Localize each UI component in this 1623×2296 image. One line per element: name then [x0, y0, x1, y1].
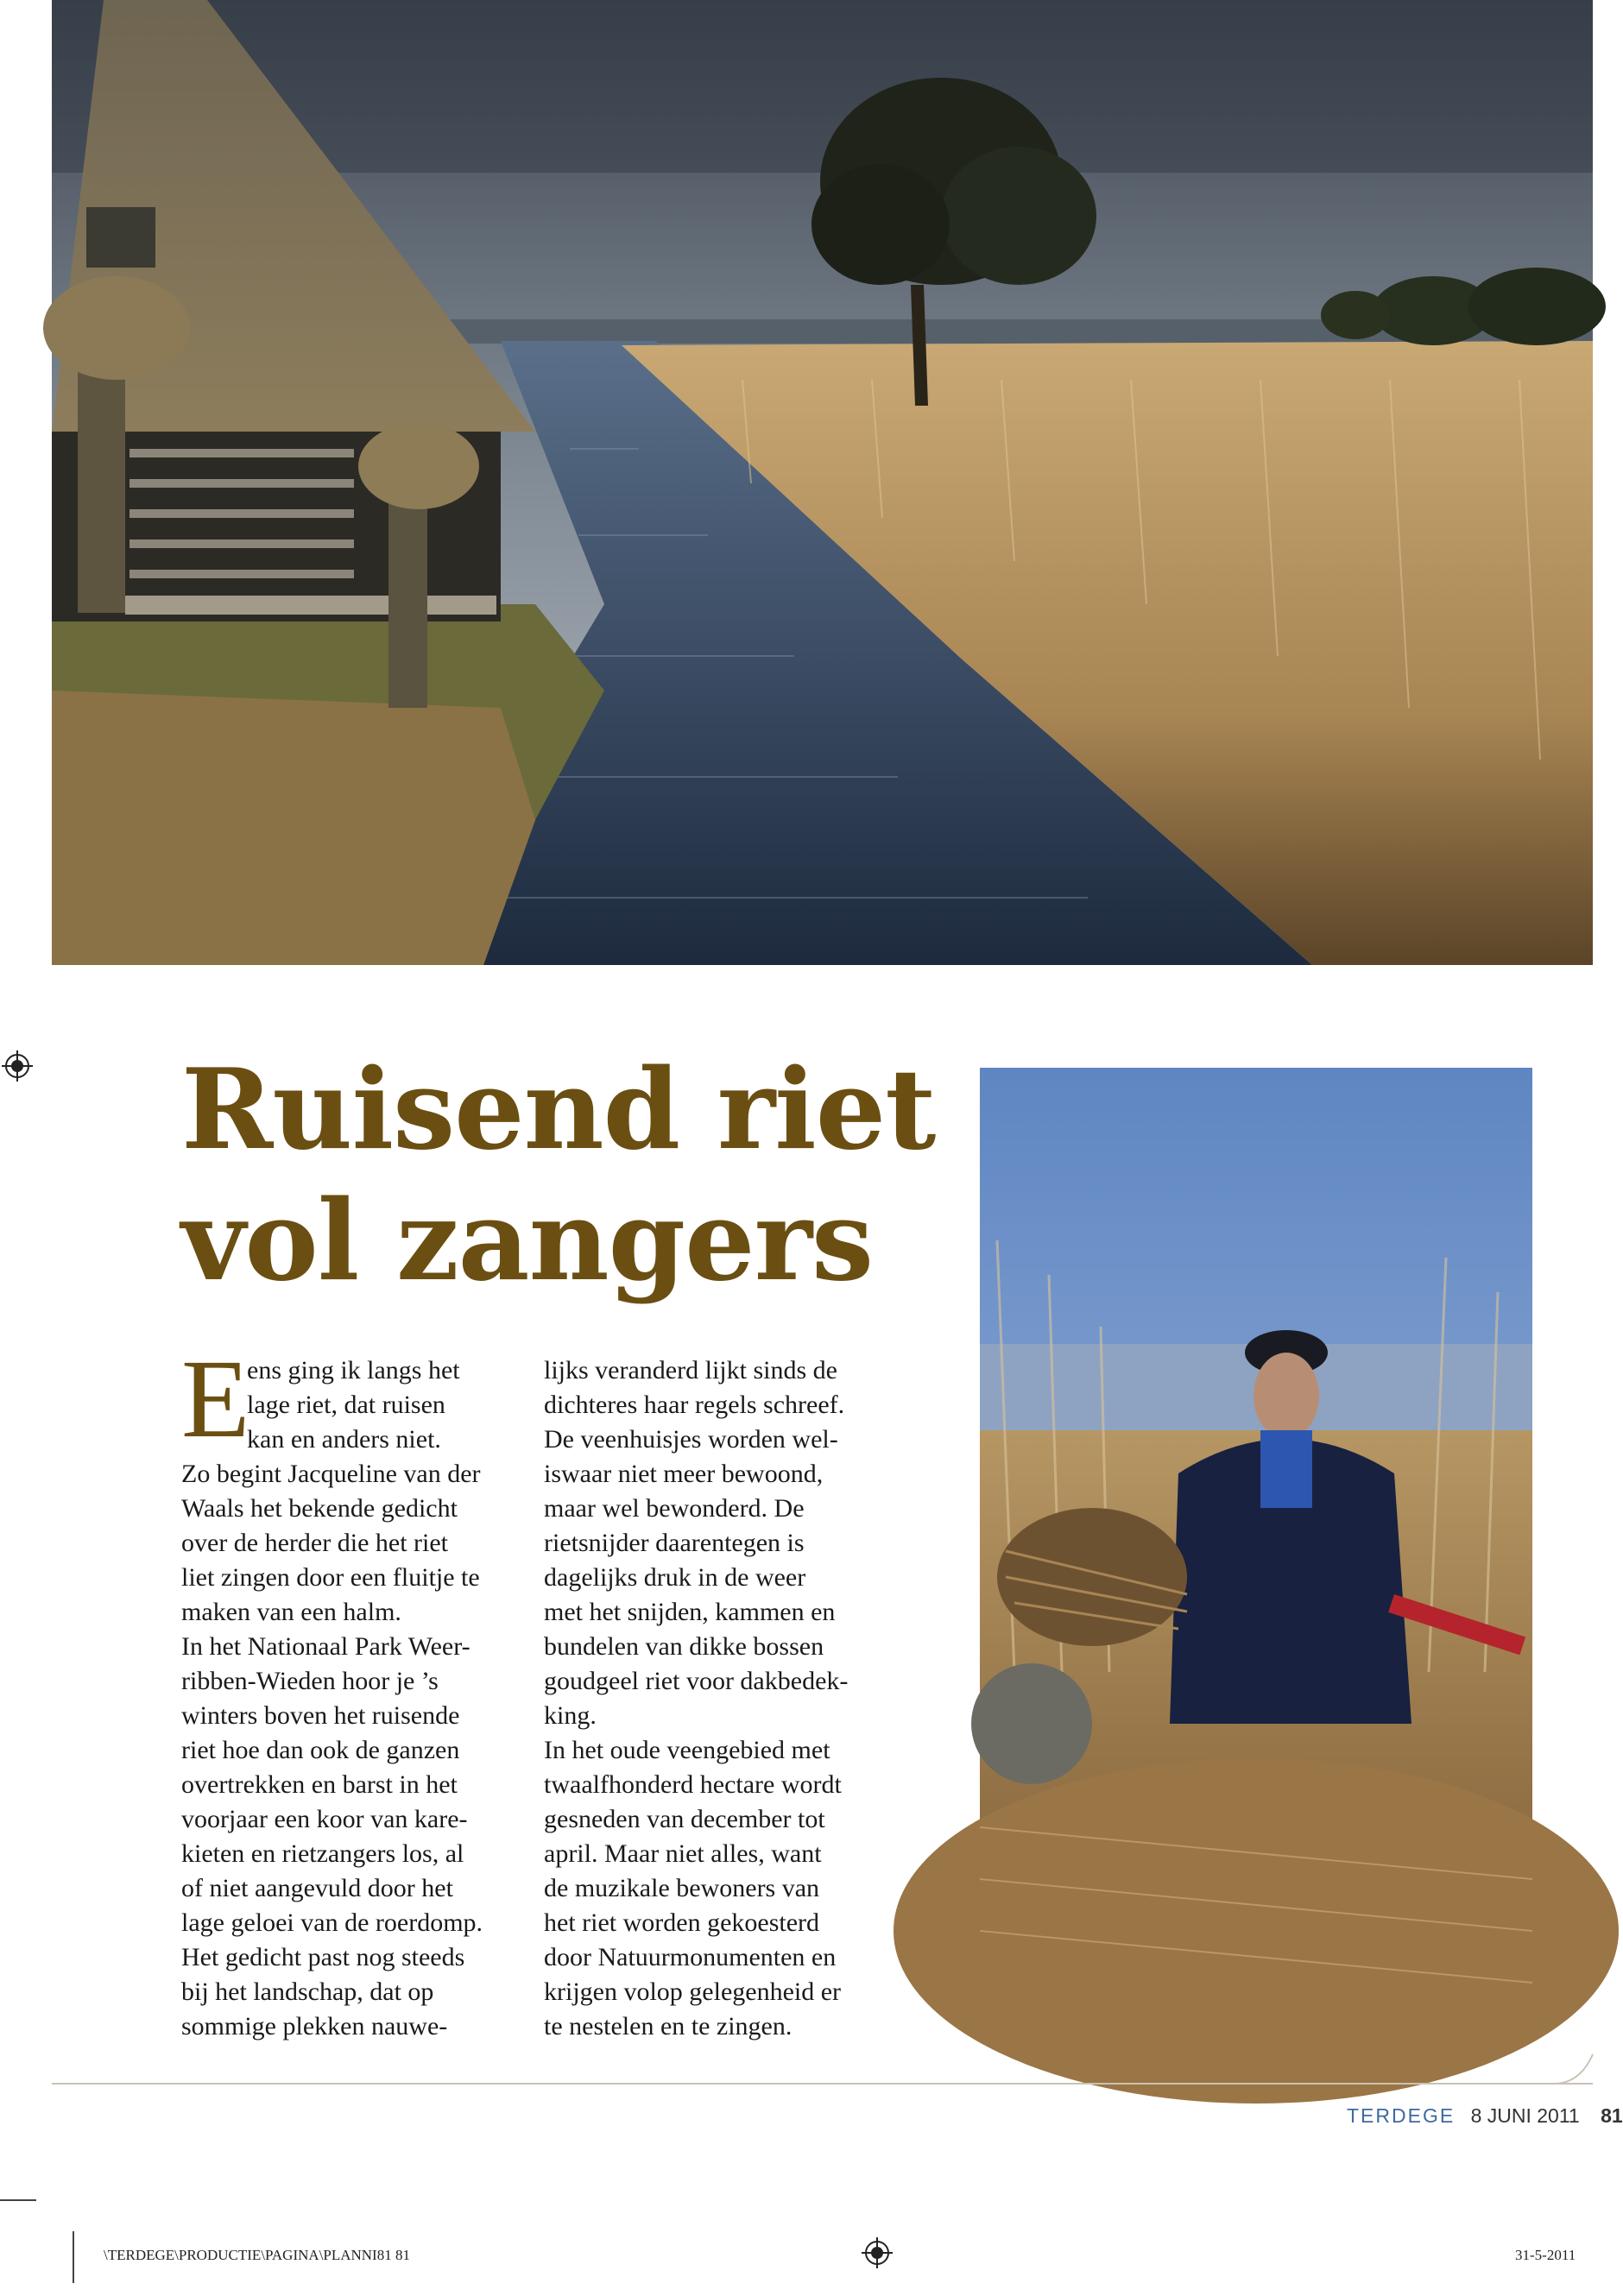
- text-line: Zo begint Jacqueline van der: [181, 1460, 481, 1488]
- text-line: maken van een halm.: [181, 1598, 401, 1626]
- text-line: door Natuurmonumenten en: [544, 1943, 837, 1971]
- text-line: ens ging ik langs het: [247, 1356, 460, 1385]
- text-line: riet hoe dan ook de ganzen: [181, 1736, 460, 1764]
- text-line: De veenhuisjes worden wel-: [544, 1425, 838, 1454]
- hero-photo-reed-canal: [52, 0, 1593, 965]
- text-line: te nestelen en te zingen.: [544, 2012, 793, 2041]
- dropcap-letter: E: [181, 1337, 250, 1461]
- text-line: goudgeel riet voor dakbedek-: [544, 1667, 849, 1695]
- text-line: king.: [544, 1701, 597, 1730]
- text-line: of niet aangevuld door het: [181, 1874, 453, 1902]
- issue-date: 8 JUNI 2011: [1470, 2104, 1580, 2127]
- text-line: lage riet, dat ruisen: [247, 1391, 445, 1419]
- text-line: gesneden van december tot: [544, 1805, 825, 1833]
- magazine-name: TERDEGE: [1347, 2104, 1456, 2127]
- text-line: april. Maar niet alles, want: [544, 1839, 822, 1868]
- trim-mark: [73, 2231, 74, 2283]
- text-line: kan en anders niet.: [247, 1425, 441, 1454]
- registration-mark-icon: [862, 2237, 893, 2268]
- text-line: de muzikale bewoners van: [544, 1874, 820, 1902]
- text-line: over de herder die het riet: [181, 1529, 449, 1557]
- text-line: Waals het bekende gedicht: [181, 1494, 458, 1523]
- text-line: dagelijks druk in de weer: [544, 1563, 806, 1592]
- article-column-2: [544, 1353, 889, 2044]
- trim-mark: [0, 2199, 36, 2201]
- text-line: kieten en rietzangers los, al: [181, 1839, 464, 1868]
- text-line: liet zingen door een fluitje te: [181, 1563, 480, 1592]
- text-line: Het gedicht past nog steeds: [181, 1943, 465, 1971]
- page-number: 81: [1601, 2104, 1623, 2127]
- text-line: In het oude veengebied met: [544, 1736, 830, 1764]
- title-line-1: Ruisend riet: [181, 1045, 936, 1175]
- text-line: voorjaar een koor van kare-: [181, 1805, 468, 1833]
- registration-mark-icon: [2, 1050, 33, 1082]
- text-line: krijgen volop gelegenheid er: [544, 1977, 842, 2006]
- text-line: overtrekken en barst in het: [181, 1770, 458, 1799]
- text-line: bij het landschap, dat op: [181, 1977, 434, 2006]
- text-line: twaalfhonderd hectare wordt: [544, 1770, 842, 1799]
- dropcap-paragraph-start: [181, 1337, 527, 1461]
- print-slug-date: 31-5-2011: [1515, 2247, 1576, 2263]
- title-line-2: vol zangers: [181, 1176, 874, 1306]
- article-title: [181, 1044, 958, 1307]
- text-line: iswaar niet meer bewoond,: [544, 1460, 824, 1488]
- print-slug-path: \TERDEGE\PRODUCTIE\PAGINA\PLANNI81 81: [104, 2247, 410, 2263]
- page-footer: [1347, 2104, 1623, 2128]
- text-line: bundelen van dikke bossen: [544, 1632, 824, 1661]
- article-column-1: [181, 1337, 527, 2044]
- text-line: In het Nationaal Park Weer-: [181, 1632, 470, 1661]
- footer-corner-curve: [1554, 2054, 1593, 2089]
- text-line: met het snijden, kammen en: [544, 1598, 836, 1626]
- reed-cutter-photo: [980, 1068, 1532, 2031]
- text-line: het riet worden gekoesterd: [544, 1908, 820, 1937]
- text-line: lijks veranderd lijkt sinds de: [544, 1356, 837, 1385]
- text-line: lage geloei van de roerdomp.: [181, 1908, 483, 1937]
- text-line: maar wel bewonderd. De: [544, 1494, 805, 1523]
- text-line: dichteres haar regels schreef.: [544, 1391, 845, 1419]
- text-line: ribben-Wieden hoor je ’s: [181, 1667, 439, 1695]
- text-line: sommige plekken nauwe-: [181, 2012, 448, 2041]
- text-line: winters boven het ruisende: [181, 1701, 460, 1730]
- footer-rule: [52, 2083, 1593, 2085]
- text-line: rietsnijder daarentegen is: [544, 1529, 805, 1557]
